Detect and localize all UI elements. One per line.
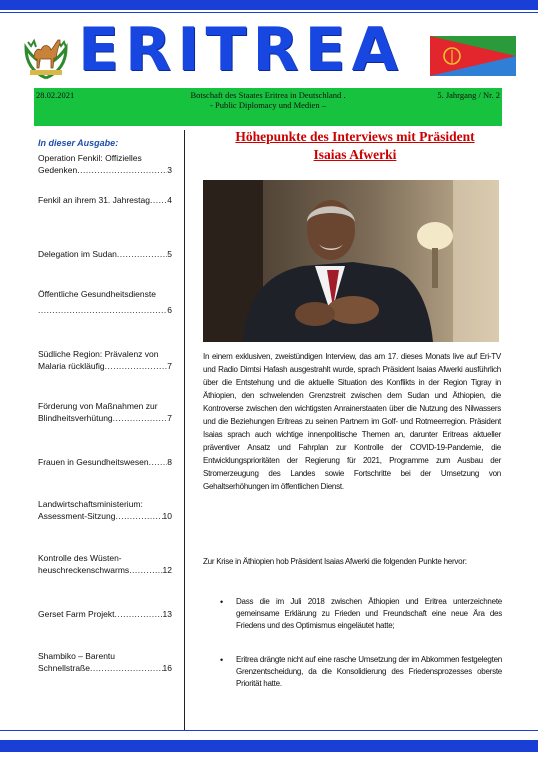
- bullet-text: Eritrea drängte nicht auf eine rasche Umsetzung der im Abkommen festgelegten Grenzentscheidung, da die Konsolidierung des Friedensprozesses oberste Priorität hatte.: [236, 655, 502, 688]
- toc-entry-title-line-1: Shambiko – Barentu: [38, 651, 116, 661]
- toc-entry-title-line-1: Kontrolle des Wüsten-: [38, 553, 122, 563]
- toc-dot-leader: [115, 510, 162, 522]
- toc-entry-leader-line: [38, 510, 172, 522]
- toc-page-number: 12: [162, 565, 172, 575]
- bullet-list-item-2: [220, 654, 502, 690]
- masthead: [22, 15, 516, 85]
- toc-dot-leader: [115, 608, 163, 620]
- toc-dot-leader: [150, 194, 167, 206]
- toc-entry-leader-line: [38, 412, 172, 424]
- toc-page-number: 13: [162, 609, 172, 619]
- toc-entry[interactable]: [38, 456, 172, 468]
- toc-entry-leader-line: [38, 164, 172, 176]
- header-band: [34, 88, 502, 126]
- toc-entry[interactable]: [38, 194, 172, 206]
- toc-entry-title: Frauen in Gesundheitswesen: [38, 457, 149, 467]
- toc-entry-leader-line: [38, 662, 172, 674]
- toc-page-number: 16: [162, 663, 172, 673]
- toc-entry-title: Gerset Farm Projekt: [38, 609, 115, 619]
- list-item: [220, 654, 502, 690]
- toc-entry-leader-line: [38, 608, 172, 620]
- issue-date: 28.02.2021: [36, 90, 75, 100]
- toc-entry-leader-line: [38, 248, 172, 260]
- toc-entry[interactable]: [38, 552, 172, 576]
- toc-entry-leader-line: [38, 304, 172, 316]
- toc-entry-title: Blindheitsverhütung: [38, 413, 113, 423]
- article-paragraph-2: Zur Krise in Äthiopien hob Präsident Isaias Afwerki die folgenden Punkte hervor:: [203, 557, 467, 566]
- toc-entry-title: Delegation im Sudan: [38, 249, 117, 259]
- toc-entry[interactable]: [38, 288, 172, 316]
- toc-dot-leader: [129, 564, 162, 576]
- toc-entry-leader-line: [38, 194, 172, 206]
- bullet-list-item-1: [220, 596, 502, 632]
- toc-entry-title: heuschreckenschwarms: [38, 565, 130, 575]
- eritrea-flag-icon: [430, 36, 516, 76]
- bottom-rule: [0, 730, 538, 731]
- list-item: [220, 596, 502, 632]
- issue-number: 5. Jahrgang / Nr. 2: [437, 90, 500, 100]
- toc-page-number: 7: [167, 413, 172, 423]
- toc-entry-title-line-1: Operation Fenkil: Offizielles: [38, 153, 142, 163]
- toc-dot-leader: [149, 456, 168, 468]
- toc-entry[interactable]: [38, 498, 172, 522]
- toc-entry[interactable]: [38, 608, 172, 620]
- headline-line-1: Höhepunkte des Interviews mit Präsident: [235, 129, 475, 144]
- president-portrait-photo: [203, 180, 499, 342]
- toc-entry-title: Malaria rückläufig: [38, 361, 105, 371]
- toc-heading: In dieser Ausgabe:: [38, 138, 119, 148]
- toc-dot-leader: [90, 662, 163, 674]
- toc-page-number: 3: [167, 165, 172, 175]
- toc-entry-leader-line: [38, 456, 172, 468]
- publisher-info: [154, 90, 382, 110]
- toc-entry-title-line-1: Öffentliche Gesundheitsdienste: [38, 289, 156, 299]
- masthead-title: ERITREA: [78, 15, 405, 85]
- headline-line-2: Isaias Afwerki: [313, 147, 397, 162]
- toc-page-number: 7: [167, 361, 172, 371]
- article-headline: [190, 128, 520, 164]
- table-of-contents: [38, 138, 172, 673]
- toc-page-number: 6: [167, 305, 172, 315]
- toc-entry-title-line-1: Südliche Region: Prävalenz von: [38, 349, 159, 359]
- toc-entry-leader-line: [38, 360, 172, 372]
- toc-dot-leader: [38, 304, 167, 316]
- camel-emblem-icon: [22, 28, 70, 80]
- toc-dot-leader: [105, 360, 168, 372]
- publisher-line-1: Botschaft des Staates Eritrea in Deutschland .: [190, 90, 346, 100]
- bullet-dot-icon: •: [220, 655, 223, 665]
- top-blue-bar: [0, 0, 538, 10]
- toc-entry-title: Schnellstraße: [38, 663, 90, 673]
- toc-entry[interactable]: [38, 248, 172, 260]
- toc-page-number: 4: [167, 195, 172, 205]
- bottom-blue-bar: [0, 740, 538, 752]
- toc-entry-leader-line: [38, 564, 172, 576]
- sidebar-divider: [184, 130, 185, 730]
- top-rule: [0, 12, 538, 13]
- toc-entry[interactable]: [38, 650, 172, 674]
- toc-dot-leader: [77, 164, 167, 176]
- toc-dot-leader: [113, 412, 168, 424]
- publisher-line-2: - Public Diplomacy und Medien –: [210, 100, 326, 110]
- toc-page-number: 5: [167, 249, 172, 259]
- toc-entry-title-line-1: Förderung von Maßnahmen zur: [38, 401, 158, 411]
- bullet-text: Dass die im Juli 2018 zwischen Äthiopien und Eritrea unterzeichnete gemeinsame Erklärung zu Frieden und Freundschaft eine neue Ära des Friedens und des Optimismus eingeläutet hatte;: [236, 597, 502, 630]
- toc-entry[interactable]: [38, 348, 172, 372]
- article-paragraph-1: In einem exklusiven, zweistündigen Interview, das am 17. dieses Monats live auf Eri-TV und Radio Dimtsi Hafash ausgestrahlt wurde, sprach Präsident Isaias Afwerki ausführlich über die Entstehung und die aktuelle Situation des Konflikts in der Region Tigray in Äthiopien, den schwelenden Grenzstreit zwischen dem Sudan und Äthiopien, die Kontroverse zwischen den wichtigsten Anrainerstaaten über die Nutzung des Nilwassers und die Beziehungen Eritreas zu seinen Partnern im Golf- und Rotmeerregion. Präsident Isaias sprach auch wichtige innenpolitische Themen an, darunter Eritreas aktueller präventiver Ansatz und Fahrplan zur Kontrolle der COVID-19-Pandemie, die Entwicklungsprioritäten der Regierung für 2021, Programme zum Ausbau der Stromerzeugung des Landes sowie Fortschritte bei der Umsetzung von Gehaltserhöhungen im öffentlichen Dienst.: [203, 352, 501, 491]
- toc-entry[interactable]: [38, 152, 172, 176]
- toc-entry-title: Fenkil an ihrem 31. Jahrestag: [38, 195, 150, 205]
- toc-dot-leader: [117, 248, 167, 260]
- toc-entry-title: Assessment-Sitzung: [38, 511, 116, 521]
- toc-entry-title-line-1: Landwirtschaftsministerium:: [38, 499, 143, 509]
- toc-page-number: 10: [162, 511, 172, 521]
- toc-entry[interactable]: [38, 400, 172, 424]
- bullet-dot-icon: •: [220, 597, 223, 607]
- toc-entry-title: Gedenken: [38, 165, 78, 175]
- toc-page-number: 8: [167, 457, 172, 467]
